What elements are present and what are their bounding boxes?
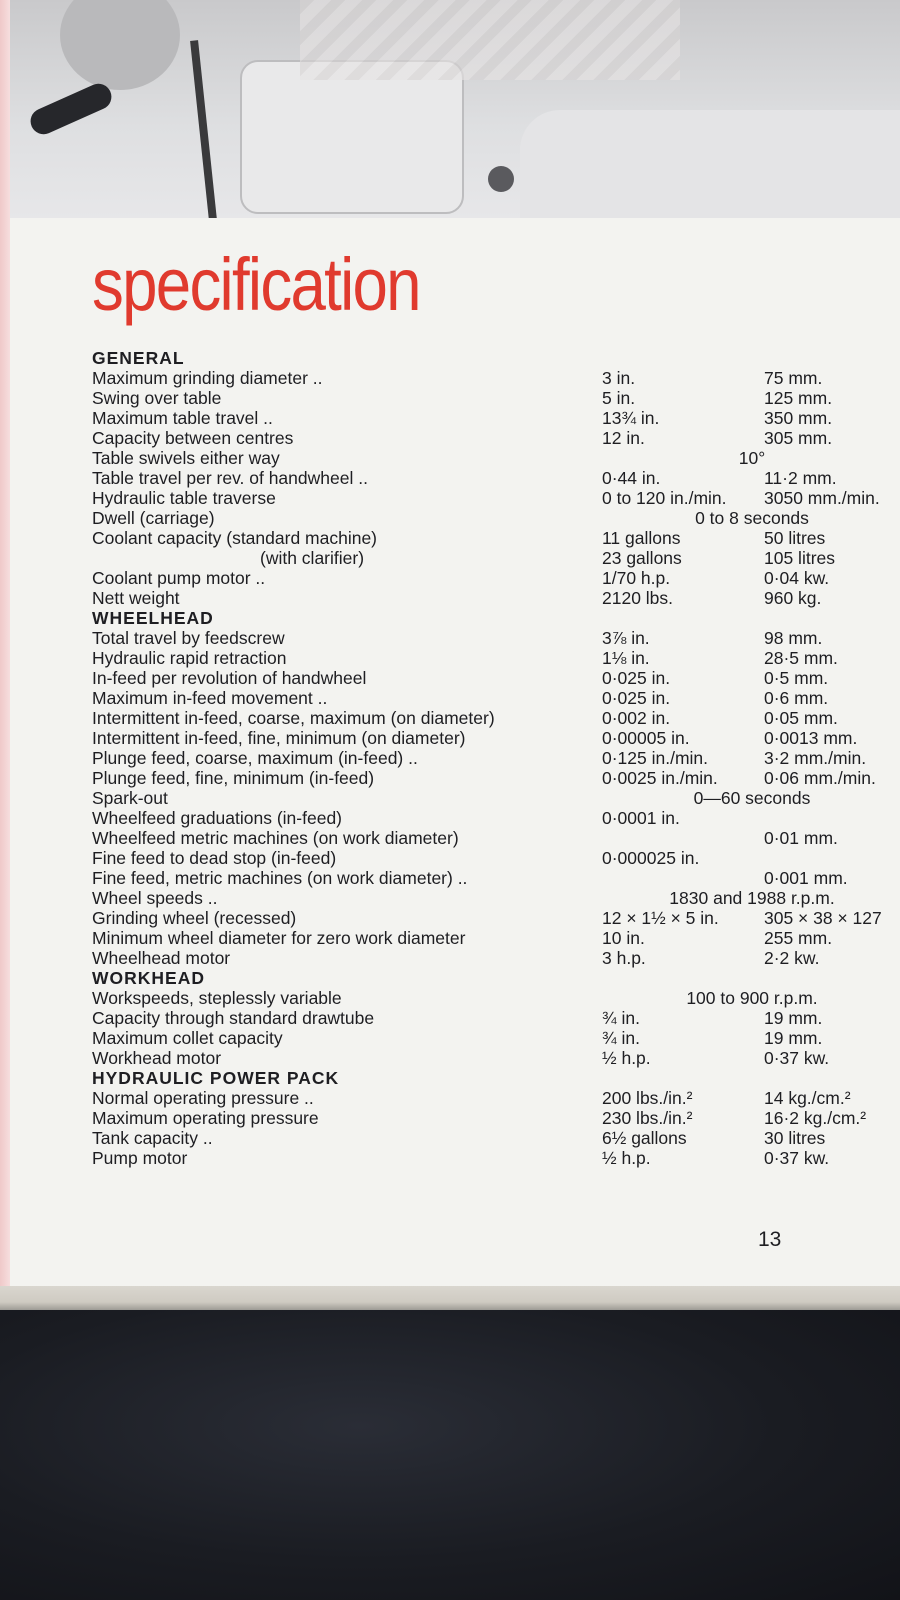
spec-metric-value: 16·2 kg./cm.² [764, 1108, 867, 1128]
spec-imperial-value: 0·0001 in. [602, 808, 680, 828]
spec-imperial-value: 3 in. [602, 368, 636, 388]
spec-row [92, 528, 900, 548]
spec-label: Minimum wheel diameter for zero work diameter [92, 928, 466, 948]
spec-metric-value: 0·6 mm. [764, 688, 829, 708]
spec-label: Hydraulic table traverse [92, 488, 276, 508]
spec-value: 1830 and 1988 r.p.m. [669, 888, 835, 908]
spec-label: Coolant capacity (standard machine) [92, 528, 378, 548]
spec-value: 100 to 900 r.p.m. [686, 988, 818, 1008]
spec-label: Intermittent in-feed, fine, minimum (on diameter) [92, 728, 466, 748]
spec-label: Plunge feed, coarse, maximum (in-feed) .. [92, 748, 418, 768]
spec-imperial-value: 3 h.p. [602, 948, 646, 968]
spec-row [92, 1088, 900, 1108]
spec-imperial-value: ¾ in. [602, 1008, 640, 1028]
spec-row [92, 428, 900, 448]
spec-imperial-value: 0·000025 in. [602, 848, 700, 868]
spec-metric-value: 125 mm. [764, 388, 833, 408]
spec-label: Wheel speeds .. [92, 888, 218, 908]
spec-imperial-value: 0 to 120 in./min. [602, 488, 727, 508]
section-heading: WORKHEAD [92, 968, 205, 988]
spec-row [92, 568, 900, 588]
spec-label: Workspeeds, steplessly variable [92, 988, 342, 1008]
spec-metric-value: 19 mm. [764, 1008, 823, 1028]
spec-imperial-value: 0·00005 in. [602, 728, 690, 748]
machine-photo [0, 0, 900, 230]
spec-imperial-value: ½ h.p. [602, 1148, 651, 1168]
spec-metric-value: 960 kg. [764, 588, 822, 608]
spec-row [92, 468, 900, 488]
handwheel-shape [60, 0, 180, 90]
spec-imperial-value: 13¾ in. [602, 408, 660, 428]
spec-label: Maximum operating pressure [92, 1108, 319, 1128]
spec-imperial-value: 0·025 in. [602, 688, 671, 708]
spec-label: Table swivels either way [92, 448, 280, 468]
spec-label: Capacity through standard drawtube [92, 1008, 375, 1028]
spec-label: Wheelfeed metric machines (on work diameter) [92, 828, 459, 848]
spec-label: Maximum grinding diameter .. [92, 368, 323, 388]
spec-row [92, 868, 900, 888]
spec-value: 0 to 8 seconds [695, 508, 809, 528]
spec-imperial-value: 200 lbs./in.² [602, 1088, 693, 1108]
knob-shape [488, 166, 514, 192]
spec-metric-value: 19 mm. [764, 1028, 823, 1048]
page-edge [0, 0, 10, 1290]
spec-metric-value: 350 mm. [764, 408, 833, 428]
spec-label: Fine feed to dead stop (in-feed) [92, 848, 337, 868]
cable-shape [190, 40, 218, 230]
spec-row [92, 588, 900, 608]
spec-metric-value: 255 mm. [764, 928, 833, 948]
spec-imperial-value: 1/70 h.p. [602, 568, 671, 588]
section-heading: WHEELHEAD [92, 608, 214, 628]
spec-row [92, 888, 900, 908]
spec-label: Fine feed, metric machines (on work diameter) .. [92, 868, 468, 888]
spec-metric-value: 30 litres [764, 1128, 826, 1148]
page-title: specification [92, 243, 420, 326]
spec-label: Maximum in-feed movement .. [92, 688, 328, 708]
handle-shape [26, 80, 115, 139]
spec-row [92, 768, 900, 788]
spec-label: Maximum collet capacity [92, 1028, 283, 1048]
spec-metric-value: 0·05 mm. [764, 708, 838, 728]
spec-imperial-value: 10 in. [602, 928, 645, 948]
spec-metric-value: 305 × 38 × 127 [764, 908, 882, 928]
spec-metric-value: 0·01 mm. [764, 828, 838, 848]
spec-row [92, 1108, 900, 1128]
spec-row [92, 788, 900, 808]
spec-label: Swing over table [92, 388, 222, 408]
spec-row [92, 508, 900, 528]
spec-row [92, 648, 900, 668]
spec-row [92, 848, 900, 868]
spec-metric-value: 0·5 mm. [764, 668, 829, 688]
spec-row [92, 388, 900, 408]
spec-row [92, 1148, 900, 1168]
spec-row [92, 448, 900, 468]
spec-label: Hydraulic rapid retraction [92, 648, 287, 668]
spec-value: 0—60 seconds [693, 788, 811, 808]
spec-metric-value: 2·2 kw. [764, 948, 820, 968]
spec-row [92, 828, 900, 848]
spec-row [92, 408, 900, 428]
spec-label: Capacity between centres [92, 428, 294, 448]
spec-row [92, 1048, 900, 1068]
spec-label: Coolant pump motor .. [92, 568, 266, 588]
spec-label: Wheelfeed graduations (in-feed) [92, 808, 343, 828]
spec-row [92, 688, 900, 708]
patterned-cloth-shape [300, 0, 680, 80]
spec-metric-value: 98 mm. [764, 628, 823, 648]
spec-imperial-value: 0·44 in. [602, 468, 661, 488]
page-number: 13 [758, 1228, 782, 1251]
spec-label: Intermittent in-feed, coarse, maximum (on diameter) [92, 708, 495, 728]
spec-row [92, 988, 900, 1008]
spec-row [92, 908, 900, 928]
spec-row [92, 668, 900, 688]
spec-metric-value: 3050 mm./min. [764, 488, 880, 508]
spec-imperial-value: ½ h.p. [602, 1048, 651, 1068]
spec-label: In-feed per revolution of handwheel [92, 668, 367, 688]
spec-row [92, 928, 900, 948]
spec-row [92, 1028, 900, 1048]
spec-label: Wheelhead motor [92, 948, 231, 968]
spec-label: Plunge feed, fine, minimum (in-feed) [92, 768, 375, 788]
spec-label: Grinding wheel (recessed) [92, 908, 297, 928]
spec-row [92, 728, 900, 748]
spec-metric-value: 75 mm. [764, 368, 823, 388]
spec-row [92, 548, 900, 568]
spec-imperial-value: 12 in. [602, 428, 645, 448]
spec-row [92, 748, 900, 768]
spec-row [92, 808, 900, 828]
spec-label: Total travel by feedscrew [92, 628, 285, 648]
specification-table [92, 348, 900, 1168]
spec-imperial-value: 12 × 1½ × 5 in. [602, 908, 719, 928]
spec-label: Normal operating pressure .. [92, 1088, 314, 1108]
section-heading: GENERAL [92, 348, 185, 368]
spec-label: Tank capacity .. [92, 1128, 213, 1148]
spec-metric-value: 3·2 mm./min. [764, 748, 867, 768]
spec-row [92, 368, 900, 388]
spec-metric-value: 305 mm. [764, 428, 833, 448]
spec-imperial-value: 0·025 in. [602, 668, 671, 688]
spec-metric-value: 14 kg./cm.² [764, 1088, 851, 1108]
spec-label: Maximum table travel .. [92, 408, 273, 428]
spec-label: Table travel per rev. of handwheel .. [92, 468, 368, 488]
spec-metric-value: 105 litres [764, 548, 836, 568]
spec-imperial-value: 0·002 in. [602, 708, 671, 728]
spec-metric-value: 0·001 mm. [764, 868, 848, 888]
spec-metric-value: 50 litres [764, 528, 826, 548]
spec-imperial-value: 5 in. [602, 388, 636, 408]
spec-imperial-value: 2120 lbs. [602, 588, 674, 608]
spec-row [92, 708, 900, 728]
spec-imperial-value: 0·0025 in./min. [602, 768, 718, 788]
spec-imperial-value: 3⅞ in. [602, 628, 650, 648]
section-heading: HYDRAULIC POWER PACK [92, 1068, 340, 1088]
spec-value: 10° [738, 448, 766, 468]
spec-imperial-value: 11 gallons [602, 528, 681, 548]
spec-imperial-value: 6½ gallons [602, 1128, 687, 1148]
spec-imperial-value: 1⅛ in. [602, 648, 650, 668]
table-shape [520, 110, 900, 220]
spec-row [92, 488, 900, 508]
spec-metric-value: 0·0013 mm. [764, 728, 858, 748]
spec-metric-value: 11·2 mm. [764, 468, 837, 488]
spec-metric-value: 0·06 mm./min. [764, 768, 876, 788]
spec-row [92, 1128, 900, 1148]
spec-label: Dwell (carriage) [92, 508, 215, 528]
spec-row [92, 628, 900, 648]
spec-imperial-value: ¾ in. [602, 1028, 640, 1048]
spec-label: Pump motor [92, 1148, 188, 1168]
spec-label: Workhead motor [92, 1048, 222, 1068]
spec-imperial-value: 0·125 in./min. [602, 748, 709, 768]
spec-label: Nett weight [92, 588, 180, 608]
dark-background [0, 1310, 900, 1600]
spec-imperial-value: 230 lbs./in.² [602, 1108, 693, 1128]
spec-label: (with clarifier) [260, 548, 365, 568]
spec-metric-value: 0·37 kw. [764, 1148, 830, 1168]
spec-metric-value: 0·37 kw. [764, 1048, 830, 1068]
spec-metric-value: 28·5 mm. [764, 648, 838, 668]
machine-body-shape [240, 60, 464, 214]
spec-label: Spark-out [92, 788, 168, 808]
spec-imperial-value: 23 gallons [602, 548, 682, 568]
spec-metric-value: 0·04 kw. [764, 568, 830, 588]
spec-row [92, 948, 900, 968]
spec-row [92, 1008, 900, 1028]
